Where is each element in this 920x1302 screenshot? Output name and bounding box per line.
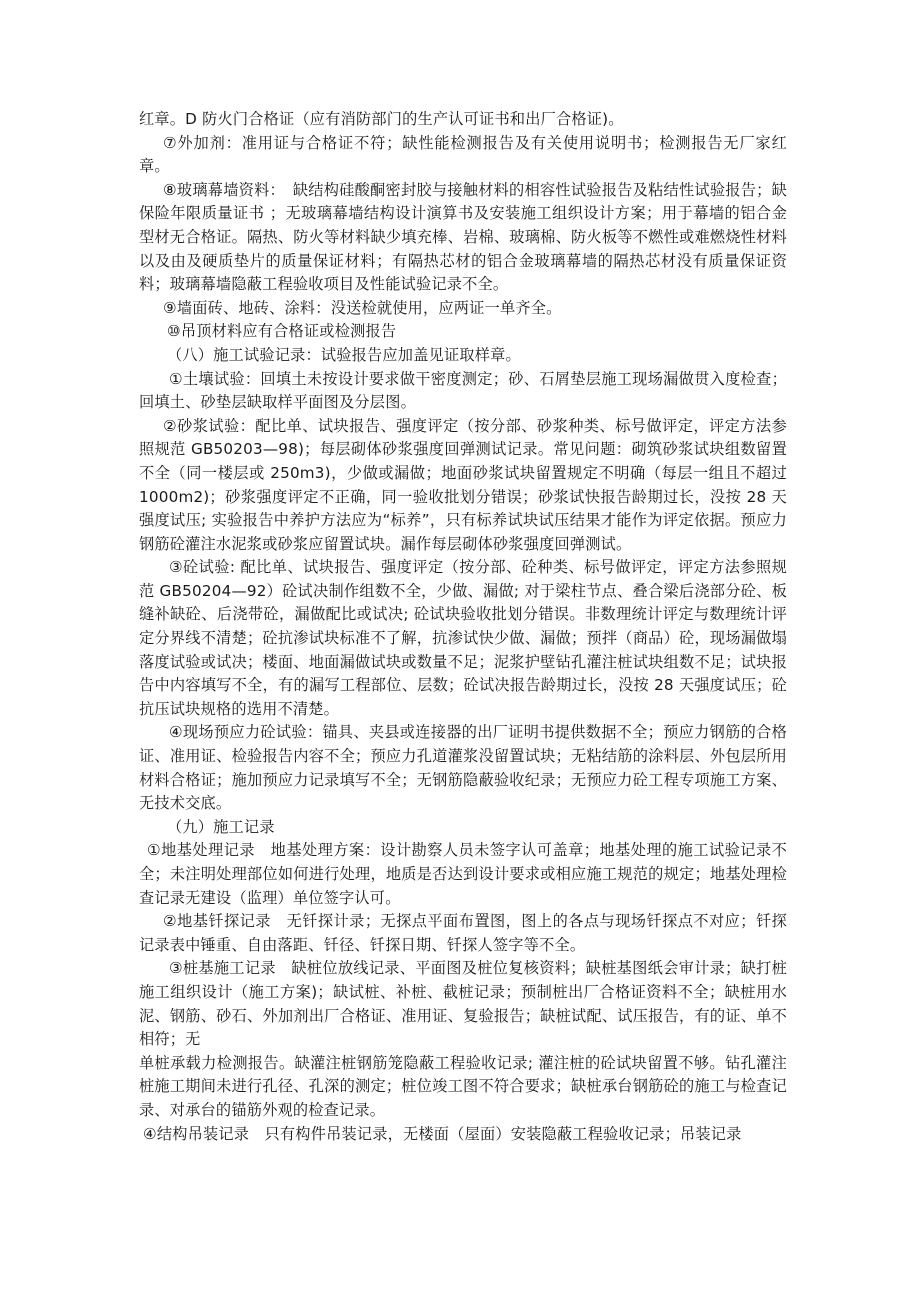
paragraph-structural-hoisting: ④结构吊装记录 只有构件吊装记录，无楼面（屋面）安装隐蔽工程验收记录；吊装记录 — [143, 1124, 742, 1143]
paragraph-prestressed-concrete-test: ④现场预应力砼试验：锚具、夹县或连接器的出厂证明书提供数据不全；预应力钢筋的合格证、准用证、检验报告内容不全；预应力孔道灌浆没留置试块；无粘结筋的涂料层、外包层所用材料合格证；施加预应力记录填写不全；无钢筋隐蔽验收纪录；无预应力砼工程专项施工方案、无技术交底。 — [139, 723, 787, 813]
section-heading-construction-tests: （八）施工试验记录：试验报告应加盖见证取样章。 — [167, 345, 521, 364]
paragraph-tiles-coatings: ⑨墙面砖、地砖、涂料：没送检就使用，应两证一单齐全。 — [163, 298, 562, 317]
document-page — [139, 108, 787, 1146]
section-heading-construction-records: （九）施工记录 — [167, 817, 275, 836]
paragraph-admixture: ⑦外加剂：准用证与合格证不符；缺性能检测报告及有关使用说明书；检测报告无厂家红章。 — [139, 133, 787, 176]
paragraph-pile-foundation: ③桩基施工记录 缺桩位放线记录、平面图及桩位复核资料；缺桩基图纸会审计录；缺打桩施工组织设计（施工方案)；缺试桩、补桩、截桩记录；预制桩出厂合格证资料不全；缺桩用水泥、钢筋、砂石、外加剂出厂合格证、准用证、复验报告；缺桩试配、试压报告，有的证、单不相符；无 — [139, 959, 787, 1049]
paragraph-foundation-probing: ②地基钎探记录 无钎探计录；无探点平面布置图，图上的各点与现场钎探点不对应；钎探记录表中锤重、自由落距、钎径、钎探日期、钎探人签字等不全。 — [139, 912, 787, 954]
paragraph-pile-load-test: 单桩承载力检测报告。缺灌注桩钢筋笼隐蔽工程验收记录; 灌注桩的砼试块留置不够。钻孔灌注桩施工期间未进行孔径、孔深的测定；桩位竣工图不符合要求；缺桩承台钢筋砼的施工与检查记录、对承台的锚筋外观的检查记录。 — [139, 1053, 787, 1119]
paragraph-foundation-treatment: ①地基处理记录 地基处理方案：设计勘察人员未签字认可盖章；地基处理的施工试验记录不全；未注明处理部位如何进行处理，地质是否达到设计要求或相应施工规范的规定；地基处理检查记录无建设（监理）单位签字认可。 — [139, 841, 787, 907]
paragraph-ceiling-materials: ⑩吊顶材料应有合格证或检测报告 — [167, 322, 397, 341]
paragraph-soil-test: ①土壤试验：回填土未按设计要求做干密度测定；砂、石屑垫层施工现场漏做贯入度检查；回填土、砂垫层缺取样平面图及分层图。 — [139, 369, 787, 412]
paragraph-mortar-test: ②砂浆试验：配比单、试块报告、强度评定（按分部、砂浆种类、标号做评定，评定方法参照规范 GB50203—98)；每层砌体砂浆强度回弹测试记录。常见问题：砌筑砂浆试块组数留置不全（同一楼层或 250m3)，少做或漏做；地面砂浆试块留置规定不明确（每层一组且不超过 1000m2)；砂浆强度评定不正确，同一验收批划分错误；砂浆试快报告龄期过长，没按 28 天强度试压; 实验报告中养护方法应为“标养”，只有标养试块试压结果才能作为评定依据。预应力钢筋砼灌注水泥浆或砂浆应留置试块。漏作每层砌体砂浆强度回弹测试。 — [139, 416, 787, 553]
paragraph-glass-curtain-wall: ⑧玻璃幕墙资料： 缺结构硅酸酮密封胶与接触材料的相容性试验报告及粘结性试验报告；缺保险年限质量证书 ；无玻璃幕墙结构设计演算书及安装施工组织设计方案；用于幕墙的铝合金型材无合格证。隔热、防火等材料缺少填充棒、岩棉、玻璃棉、防火板等不燃性或难燃烧性材料以及由及硬质垫片的质量保证材料；有隔热芯材的铝合金玻璃幕墙的隔热芯材没有质量保证资料；玻璃幕墙隐蔽工程验收项目及性能试验记录不全。 — [139, 180, 787, 294]
paragraph-fire-door-cert: 红章。D 防火门合格证（应有消防部门的生产认可证书和出厂合格证)。 — [139, 110, 624, 128]
paragraph-concrete-test: ③砼试验: 配比单、试块报告、强度评定（按分部、砼种类、标号做评定，评定方法参照规范 GB50204—92）砼试决制作组数不全，少做、漏做; 对于梁柱节点、叠合梁后浇部分砼、板缝补缺砼、后浇带砼，漏做配比或试决; 砼试块验收批划分错误。非数理统计评定与数理统计评定分界线不清楚；砼抗渗试块标准不了解，抗渗试快少做、漏做；预拌（商品）砼，现场漏做塌落度试验或试决；楼面、地面漏做试块或数量不足；泥浆护壁钻孔灌注桩试块组数不足；试块报告中内容填写不全，有的漏写工程部位、层数；砼试决报告龄期过长，没按 28 天强度试压；砼抗压试块规格的选用不清楚。 — [139, 558, 787, 718]
